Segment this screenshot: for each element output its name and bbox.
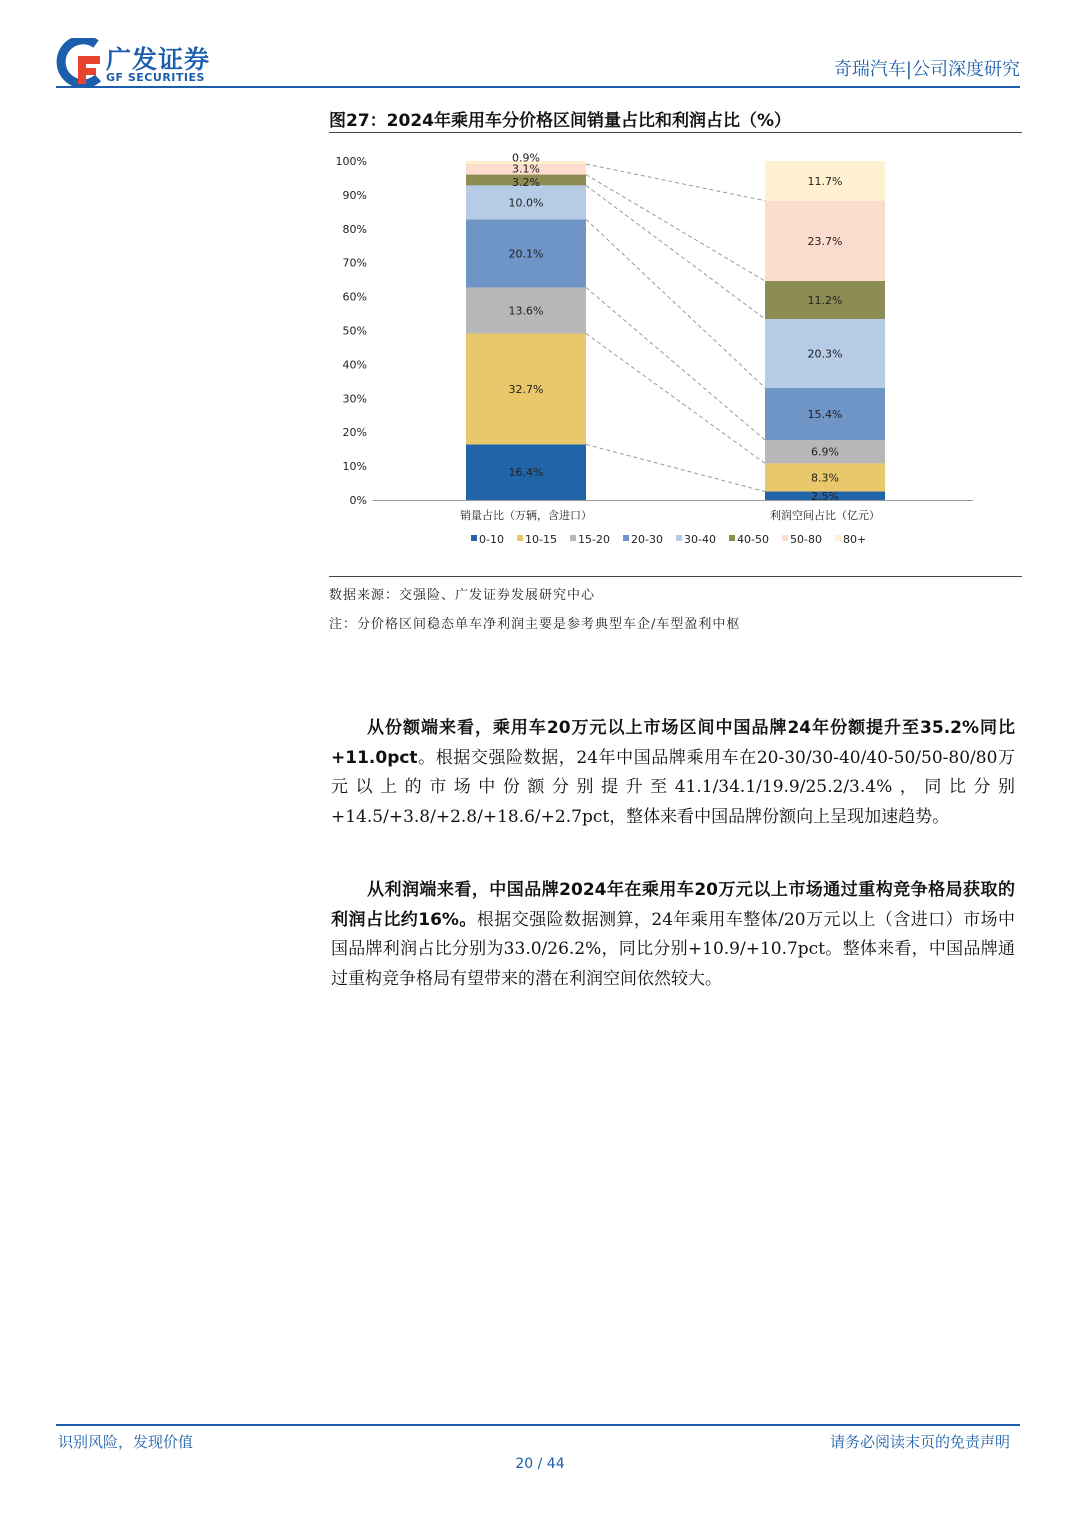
y-tick-label: 40% xyxy=(342,358,367,372)
data-label: 2.5% xyxy=(811,489,839,503)
logo-text-cn: 广发证券 xyxy=(106,45,211,74)
connector-line xyxy=(586,175,765,281)
legend-swatch xyxy=(835,535,841,541)
company-logo xyxy=(56,38,226,88)
figure-source: 数据来源：交强险、广发证券发展研究中心 xyxy=(329,588,596,603)
data-label: 32.7% xyxy=(508,382,544,396)
legend-swatch xyxy=(782,535,788,541)
legend-swatch xyxy=(517,535,523,541)
legend-label: 50-80 xyxy=(790,533,822,546)
figure-top-rule xyxy=(329,132,1022,133)
connector-line xyxy=(586,287,765,440)
legend-swatch xyxy=(471,535,477,541)
y-tick-label: 80% xyxy=(342,222,367,236)
data-label: 3.1% xyxy=(512,162,540,176)
y-tick-label: 20% xyxy=(342,426,367,440)
figure-note: 注：分价格区间稳态单车净利润主要是参考典型车企/车型盈利中枢 xyxy=(329,617,741,632)
footer-disclaimer: 请务必阅读末页的免责声明 xyxy=(829,1433,1010,1451)
footer-divider xyxy=(56,1424,1020,1426)
logo-text-en: GF SECURITIES xyxy=(106,71,205,84)
data-label: 15.4% xyxy=(807,407,843,421)
x-category-label: 利润空间占比（亿元） xyxy=(770,509,880,522)
y-tick-label: 60% xyxy=(342,290,367,304)
y-tick-label: 90% xyxy=(342,188,367,202)
data-label: 8.3% xyxy=(811,471,839,485)
figure-title: 图27：2024年乘用车分价格区间销量占比和利润占比（%） xyxy=(329,111,792,131)
footer-slogan: 识别风险，发现价值 xyxy=(58,1433,194,1451)
data-label: 16.4% xyxy=(508,466,544,480)
data-label: 23.7% xyxy=(807,234,843,248)
connector-line xyxy=(586,164,765,201)
connector-line xyxy=(586,185,765,319)
legend-label: 15-20 xyxy=(578,533,610,546)
legend-label: 0-10 xyxy=(479,533,504,546)
connector-line xyxy=(586,444,765,491)
legend-label: 40-50 xyxy=(737,533,769,546)
y-tick-label: 50% xyxy=(342,324,367,338)
legend-label: 80+ xyxy=(843,533,867,546)
paragraph-market-share-text: 。根据交强险数据，24年中国品牌乘用车在20-30/30-40/40-50/50-80/80万元以上的市场中份额分别提升至41.1/34.1/19.9/25.2/3.4%，同比分别+14.5/+3.8/+2.8/+18.6/+2.7pct，整体来看中国品牌份额向上呈现加速趋势。 xyxy=(331,747,1015,828)
legend-swatch xyxy=(570,535,576,541)
y-tick-label: 10% xyxy=(342,460,367,474)
paragraph-market-share-lead: 从份额端来看，乘用车20万元以上市场区间中国品牌24年份额提升至35.2%同比+11.0pct xyxy=(331,718,1015,768)
stacked-bar-chart xyxy=(329,140,1022,560)
legend-label: 20-30 xyxy=(631,533,663,546)
data-label: 0.9% xyxy=(512,151,540,165)
data-label: 11.2% xyxy=(807,293,843,307)
data-label: 10.0% xyxy=(508,196,544,210)
x-category-label: 销量占比（万辆，含进口） xyxy=(460,509,592,522)
data-label: 20.3% xyxy=(807,347,843,361)
legend-label: 10-15 xyxy=(525,533,557,546)
y-tick-label: 30% xyxy=(342,392,367,406)
figure-bottom-rule xyxy=(329,576,1022,577)
page-number: 20 / 44 xyxy=(515,1456,565,1472)
legend-swatch xyxy=(729,535,735,541)
data-label: 20.1% xyxy=(508,247,544,261)
logo-mark-icon xyxy=(56,38,104,88)
header-divider xyxy=(56,86,1020,88)
paragraph-market-share xyxy=(331,714,1015,833)
legend-label: 30-40 xyxy=(684,533,716,546)
y-tick-label: 100% xyxy=(335,155,367,168)
y-tick-label: 70% xyxy=(342,256,367,270)
y-tick-label: 0% xyxy=(349,494,367,507)
connector-line xyxy=(586,334,765,464)
paragraph-profit-text: 根据交强险数据测算，24年乘用车整体/20万元以上（含进口）市场中国品牌利润占比分别为33.0/26.2%，同比分别+10.9/+10.7pct。整体来看，中国品牌通过重构竞争格局有望带来的潜在利润空间依然较大。 xyxy=(331,909,1015,990)
paragraph-profit xyxy=(331,876,1015,995)
data-label: 11.7% xyxy=(807,174,843,188)
legend-swatch xyxy=(623,535,629,541)
data-label: 3.2% xyxy=(512,175,540,189)
report-category: 奇瑞汽车|公司深度研究 xyxy=(833,59,1020,80)
data-label: 6.9% xyxy=(811,445,839,459)
connector-line xyxy=(586,219,765,387)
data-label: 13.6% xyxy=(508,304,544,318)
legend-swatch xyxy=(676,535,682,541)
paragraph-profit-lead: 从利润端来看，中国品牌2024年在乘用车20万元以上市场通过重构竞争格局获取的利润占比约16%。 xyxy=(331,880,1015,930)
